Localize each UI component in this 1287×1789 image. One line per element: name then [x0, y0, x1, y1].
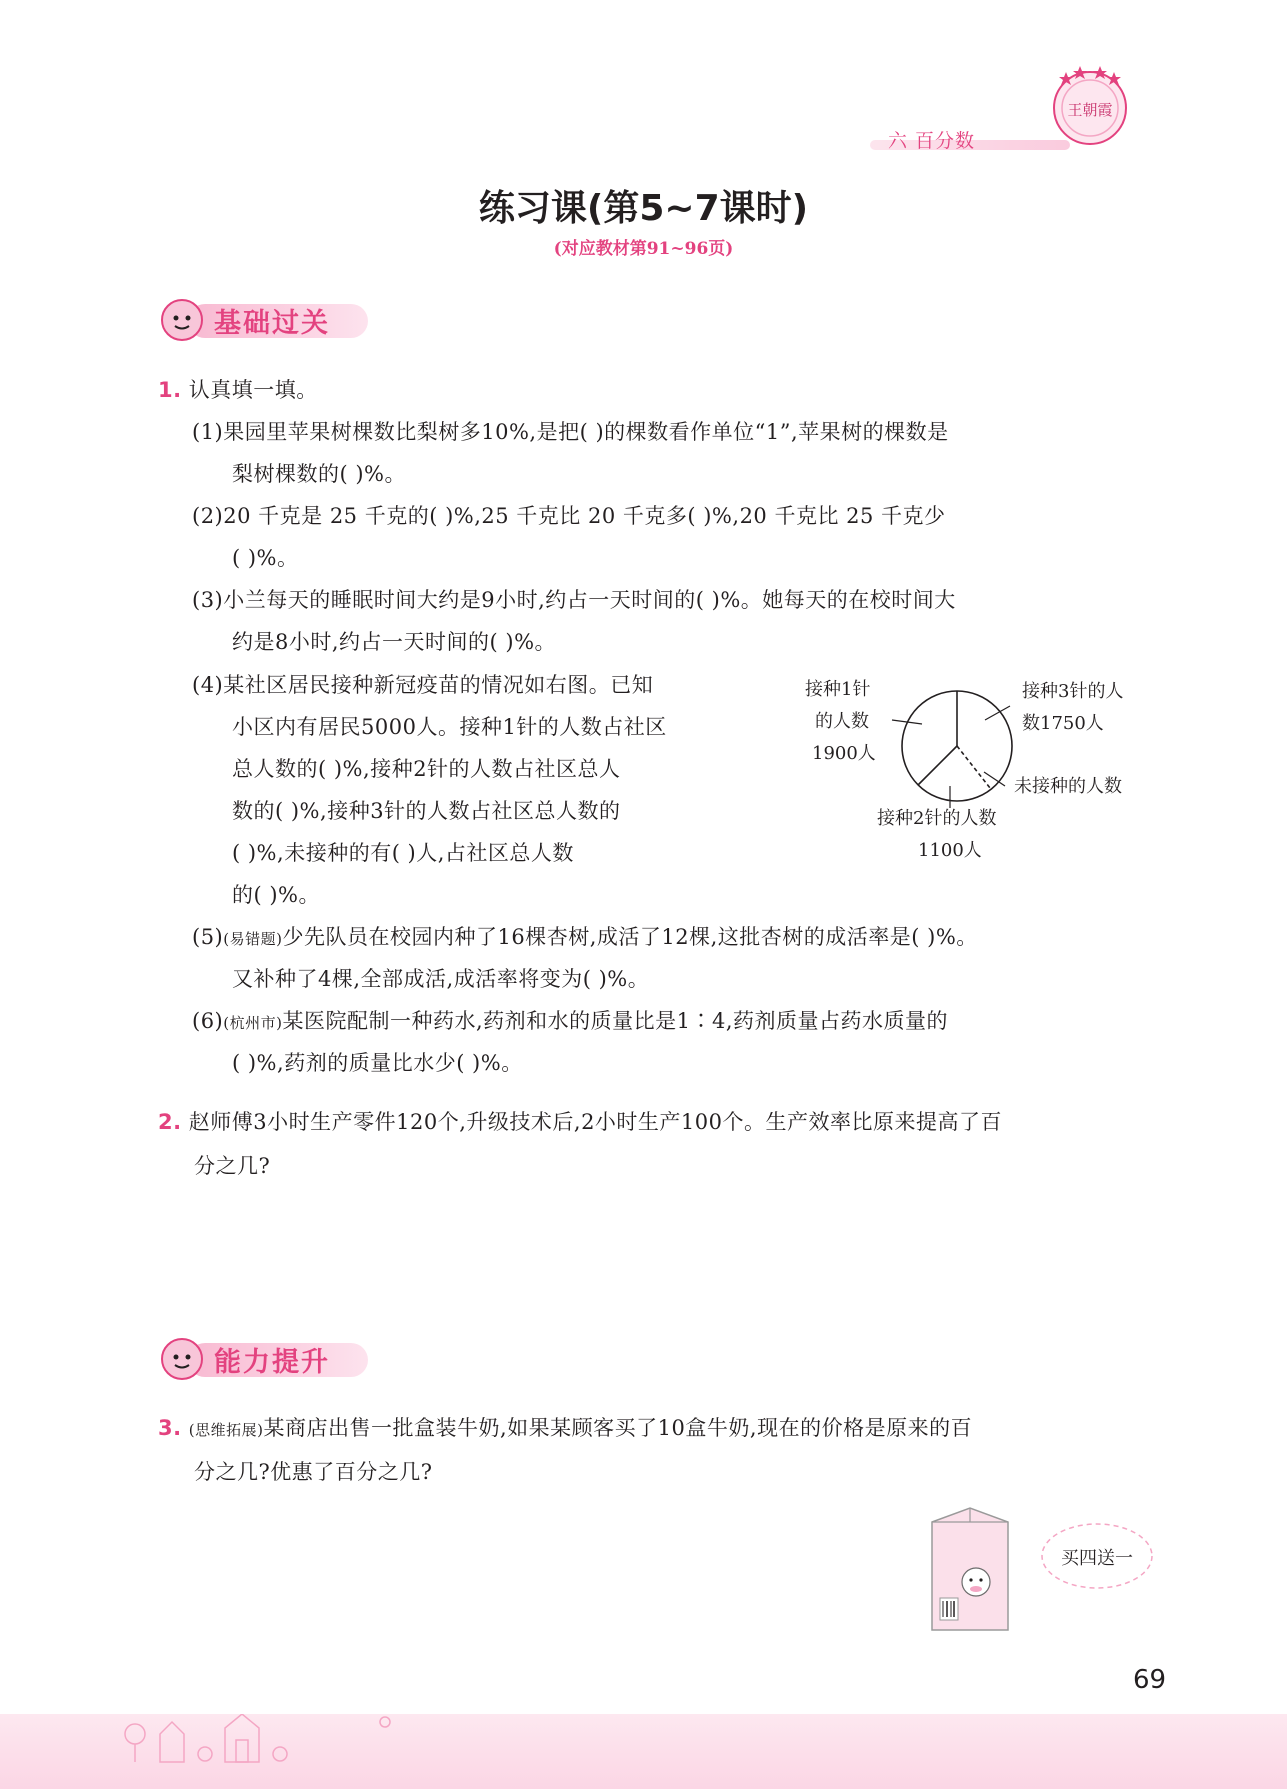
pie-label-2-line1: 接种2针的人数: [877, 808, 997, 829]
q1-header: [158, 374, 318, 404]
q2-number: 2.: [158, 1110, 182, 1134]
promo-text: 买四送一: [1061, 1548, 1133, 1569]
q1-part6-text: 某医院配制一种药水,药剂和水的质量比是1∶4,药剂质量占药水质量的: [282, 1009, 949, 1033]
section-basic: [158, 296, 388, 342]
q1-part6-tag: (杭州市): [223, 1014, 283, 1032]
section-advanced-title: 能力提升: [214, 1347, 330, 1378]
cartoon-face-icon: [158, 296, 208, 342]
q1-part4-line5: ( )%,未接种的有( )人,占社区总人数: [232, 841, 574, 865]
promo-bubble: [1038, 1520, 1156, 1592]
q1-part5-text: 少先队员在校园内种了16棵杏树,成活了12棵,这批杏树的成活率是( )%。: [282, 925, 978, 949]
section-advanced: [158, 1335, 388, 1381]
q3-number: 3.: [158, 1416, 182, 1440]
section-basic-title: 基础过关: [214, 308, 330, 339]
brand-seal-logo: [1046, 58, 1134, 150]
q1-part5-line1: [192, 921, 978, 951]
lesson-subtitle: (对应教材第91~96页): [553, 239, 734, 259]
q1-part4-line1: (4)某社区居民接种新冠疫苗的情况如右图。已知: [192, 673, 654, 697]
q1-part6-line2: ( )%,药剂的质量比水少( )%。: [232, 1051, 523, 1075]
q2-line2: 分之几?: [194, 1154, 271, 1178]
q1-part3-line1: (3)小兰每天的睡眠时间大约是9小时,约占一天时间的( )%。她每天的在校时间大: [192, 588, 956, 612]
q2-line1: [158, 1106, 1002, 1136]
pie-label-3-line2: 数1750人: [1022, 713, 1104, 734]
q1-part2-line2: ( )%。: [232, 546, 299, 570]
pie-label-1-line2: 的人数: [815, 711, 869, 732]
vaccination-pie-chart: [800, 668, 1160, 868]
q1-part4-line6: 的( )%。: [232, 883, 321, 907]
pie-label-1-line1: 接种1针: [805, 679, 871, 700]
milk-carton-icon: [920, 1500, 1020, 1635]
q1-part4-line2: 小区内有居民5000人。接种1针的人数占社区: [232, 715, 667, 739]
pie-label-3-line1: 接种3针的人: [1022, 681, 1124, 702]
q1-part5-tag: (易错题): [223, 930, 283, 948]
q1-part3-line2: 约是8小时,约占一天时间的( )%。: [232, 630, 557, 654]
chapter-label: 六 百分数: [888, 130, 976, 152]
q1-part5-prefix: (5): [192, 925, 224, 949]
q1-part4-line3: 总人数的( )%,接种2针的人数占社区总人: [232, 757, 621, 781]
q1-part4-line4: 数的( )%,接种3针的人数占社区总人数的: [232, 799, 621, 823]
q1-part6-prefix: (6): [192, 1009, 224, 1033]
q1-part6-line1: [192, 1005, 948, 1035]
q3-line1: [158, 1412, 972, 1442]
pie-label-2-value: 1100人: [918, 840, 982, 861]
q1-prompt: 认真填一填。: [188, 378, 318, 402]
q2-text-line1: 赵师傅3小时生产零件120个,升级技术后,2小时生产100个。生产效率比原来提高了百: [188, 1110, 1003, 1134]
q3-tag: (思维拓展): [188, 1421, 264, 1439]
q3-line2: 分之几?优惠了百分之几?: [194, 1460, 433, 1484]
cartoon-face-icon: [158, 1335, 208, 1381]
q1-part2-line1: (2)20 千克是 25 千克的( )%,25 千克比 20 千克多( )%,20 千克比 25 千克少: [192, 504, 946, 528]
q1-part1-line1: (1)果园里苹果树棵数比梨树多10%,是把( )的棵数看作单位“1”,苹果树的棵数是: [192, 420, 949, 444]
lesson-title: 练习课(第5~7课时): [478, 188, 809, 229]
q1-number: 1.: [158, 378, 182, 402]
svg-text:王朝霞: 王朝霞: [1067, 101, 1113, 119]
q1-part1-line2: 梨树棵数的( )%。: [232, 462, 407, 486]
page-number: 69: [1133, 1665, 1167, 1695]
pie-label-0: 未接种的人数: [1014, 776, 1122, 797]
q1-part5-line2: 又补种了4棵,全部成活,成活率将变为( )%。: [232, 967, 650, 991]
footer-decoration: [0, 1714, 1287, 1789]
q3-text-line1: 某商店出售一批盒装牛奶,如果某顾客买了10盒牛奶,现在的价格是原来的百: [263, 1416, 973, 1440]
pie-label-1-value: 1900人: [812, 743, 876, 764]
